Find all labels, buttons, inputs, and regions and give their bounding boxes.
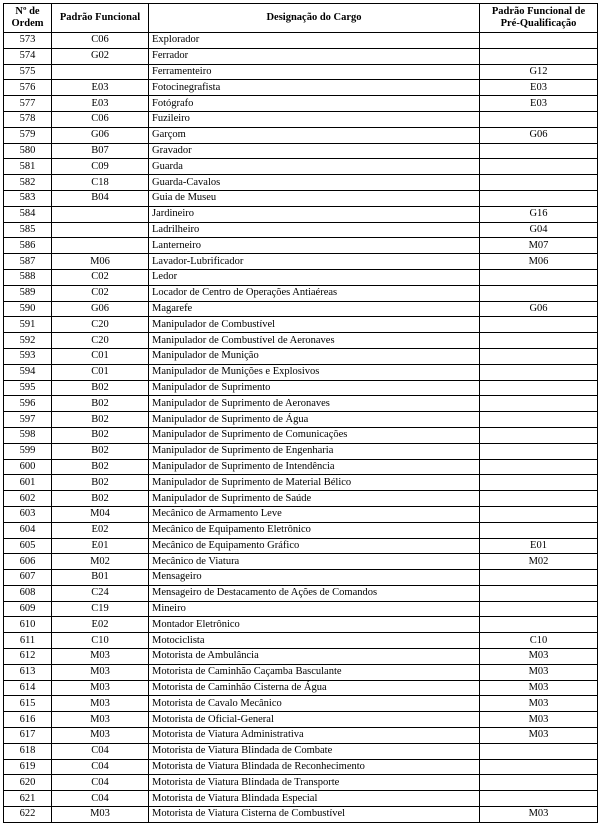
cell-pre-qualificacao [480, 522, 598, 538]
cell-ordem: 616 [4, 712, 52, 728]
table-row [4, 412, 598, 428]
cell-designacao: Motorista de Viatura Cisterna de Combustível [149, 807, 480, 823]
cell-designacao: Locador de Centro de Operações Antiaéreas [149, 285, 480, 301]
cell-ordem: 591 [4, 317, 52, 333]
cell-padrao-funcional: B02 [52, 459, 149, 475]
table-row [4, 80, 598, 96]
cell-pre-qualificacao [480, 791, 598, 807]
cell-designacao: Motorista de Viatura Blindada de Transporte [149, 775, 480, 791]
cell-pre-qualificacao [480, 443, 598, 459]
cell-pre-qualificacao [480, 759, 598, 775]
cell-designacao: Fotocinegrafista [149, 80, 480, 96]
cell-pre-qualificacao [480, 33, 598, 49]
cell-pre-qualificacao [480, 348, 598, 364]
table-row [4, 396, 598, 412]
cell-ordem: 578 [4, 111, 52, 127]
cell-ordem: 600 [4, 459, 52, 475]
table-row [4, 364, 598, 380]
cell-designacao: Manipulador de Suprimento de Saúde [149, 491, 480, 507]
table-row [4, 348, 598, 364]
cell-padrao-funcional: M06 [52, 254, 149, 270]
cell-pre-qualificacao [480, 380, 598, 396]
cell-ordem: 604 [4, 522, 52, 538]
cell-designacao: Motorista de Ambulância [149, 649, 480, 665]
cell-pre-qualificacao [480, 427, 598, 443]
cell-padrao-funcional: B04 [52, 190, 149, 206]
cell-padrao-funcional: E02 [52, 522, 149, 538]
table-body [4, 33, 598, 823]
cell-ordem: 615 [4, 696, 52, 712]
cell-pre-qualificacao [480, 617, 598, 633]
table-row [4, 538, 598, 554]
table-row [4, 601, 598, 617]
table-row [4, 96, 598, 112]
cell-designacao: Ferramenteiro [149, 64, 480, 80]
cell-ordem: 584 [4, 206, 52, 222]
cell-ordem: 579 [4, 127, 52, 143]
cell-pre-qualificacao: M03 [480, 728, 598, 744]
cell-padrao-funcional: B02 [52, 427, 149, 443]
table-row [4, 33, 598, 49]
cell-designacao: Fuzileiro [149, 111, 480, 127]
cell-padrao-funcional: B01 [52, 570, 149, 586]
table-row [4, 807, 598, 823]
table-row [4, 570, 598, 586]
cell-pre-qualificacao: M03 [480, 680, 598, 696]
table-row [4, 190, 598, 206]
cell-ordem: 620 [4, 775, 52, 791]
cell-padrao-funcional: E03 [52, 96, 149, 112]
cell-designacao: Mecânico de Armamento Leve [149, 506, 480, 522]
table-row [4, 222, 598, 238]
cell-padrao-funcional [52, 238, 149, 254]
cell-designacao: Explorador [149, 33, 480, 49]
cell-designacao: Mensageiro de Destacamento de Ações de Comandos [149, 585, 480, 601]
cell-pre-qualificacao: E03 [480, 96, 598, 112]
cell-padrao-funcional: C04 [52, 775, 149, 791]
cell-padrao-funcional: M04 [52, 506, 149, 522]
cell-padrao-funcional: B02 [52, 475, 149, 491]
cell-pre-qualificacao [480, 585, 598, 601]
cell-designacao: Guarda [149, 159, 480, 175]
cell-pre-qualificacao: M06 [480, 254, 598, 270]
cell-designacao: Gravador [149, 143, 480, 159]
cell-padrao-funcional: E02 [52, 617, 149, 633]
cell-padrao-funcional: M03 [52, 696, 149, 712]
cell-designacao: Motorista de Caminhão Caçamba Basculante [149, 664, 480, 680]
cell-padrao-funcional: C24 [52, 585, 149, 601]
cell-pre-qualificacao [480, 190, 598, 206]
header-pre-qualificacao: Padrão Funcional de Pré-Qualificação [480, 4, 598, 33]
table-row [4, 696, 598, 712]
cell-pre-qualificacao: G12 [480, 64, 598, 80]
cell-ordem: 582 [4, 175, 52, 191]
table-row [4, 743, 598, 759]
cell-designacao: Motorista de Viatura Administrativa [149, 728, 480, 744]
cell-designacao: Manipulador de Suprimento de Intendência [149, 459, 480, 475]
table-row [4, 301, 598, 317]
document-page [3, 3, 598, 823]
table-row [4, 664, 598, 680]
cell-designacao: Motorista de Viatura Blindada de Combate [149, 743, 480, 759]
cell-pre-qualificacao: E01 [480, 538, 598, 554]
cell-designacao: Manipulador de Combustível de Aeronaves [149, 333, 480, 349]
cell-pre-qualificacao [480, 285, 598, 301]
cell-ordem: 617 [4, 728, 52, 744]
cell-designacao: Motorista de Viatura Blindada de Reconhecimento [149, 759, 480, 775]
cell-ordem: 609 [4, 601, 52, 617]
cell-padrao-funcional: C19 [52, 601, 149, 617]
table-row [4, 680, 598, 696]
cell-designacao: Manipulador de Suprimento de Material Bélico [149, 475, 480, 491]
header-ordem: Nº de Ordem [4, 4, 52, 33]
cell-padrao-funcional: E03 [52, 80, 149, 96]
cargo-table [3, 3, 598, 823]
cell-designacao: Manipulador de Suprimento [149, 380, 480, 396]
cell-padrao-funcional [52, 64, 149, 80]
cell-ordem: 621 [4, 791, 52, 807]
table-header-row [4, 4, 598, 33]
cell-ordem: 611 [4, 633, 52, 649]
cell-pre-qualificacao [480, 111, 598, 127]
cell-designacao: Mensageiro [149, 570, 480, 586]
cell-ordem: 580 [4, 143, 52, 159]
cell-padrao-funcional: C20 [52, 333, 149, 349]
table-row [4, 175, 598, 191]
cell-padrao-funcional: B02 [52, 491, 149, 507]
cell-padrao-funcional: C20 [52, 317, 149, 333]
cell-ordem: 610 [4, 617, 52, 633]
cell-designacao: Manipulador de Munição [149, 348, 480, 364]
cell-pre-qualificacao: M03 [480, 696, 598, 712]
cell-pre-qualificacao [480, 48, 598, 64]
cell-ordem: 605 [4, 538, 52, 554]
cell-pre-qualificacao [480, 175, 598, 191]
cell-designacao: Mecânico de Equipamento Eletrônico [149, 522, 480, 538]
cell-designacao: Guia de Museu [149, 190, 480, 206]
cell-ordem: 608 [4, 585, 52, 601]
cell-ordem: 585 [4, 222, 52, 238]
cell-pre-qualificacao: M07 [480, 238, 598, 254]
table-row [4, 285, 598, 301]
cell-ordem: 622 [4, 807, 52, 823]
cell-ordem: 589 [4, 285, 52, 301]
table-row [4, 728, 598, 744]
cell-pre-qualificacao: M03 [480, 664, 598, 680]
cell-padrao-funcional: M03 [52, 664, 149, 680]
cell-ordem: 586 [4, 238, 52, 254]
cell-padrao-funcional: C10 [52, 633, 149, 649]
table-row [4, 506, 598, 522]
cell-padrao-funcional: M03 [52, 680, 149, 696]
cell-padrao-funcional: G06 [52, 127, 149, 143]
cell-ordem: 596 [4, 396, 52, 412]
cell-ordem: 573 [4, 33, 52, 49]
cell-designacao: Magarefe [149, 301, 480, 317]
table-row [4, 427, 598, 443]
cell-pre-qualificacao [480, 775, 598, 791]
cell-pre-qualificacao [480, 396, 598, 412]
cell-padrao-funcional: B02 [52, 380, 149, 396]
table-row [4, 317, 598, 333]
cell-pre-qualificacao: M03 [480, 649, 598, 665]
cell-ordem: 597 [4, 412, 52, 428]
cell-designacao: Fotógrafo [149, 96, 480, 112]
cell-padrao-funcional [52, 206, 149, 222]
cell-padrao-funcional: M03 [52, 728, 149, 744]
cell-pre-qualificacao [480, 459, 598, 475]
cell-pre-qualificacao: E03 [480, 80, 598, 96]
table-row [4, 585, 598, 601]
cell-ordem: 594 [4, 364, 52, 380]
cell-padrao-funcional: M02 [52, 554, 149, 570]
header-padrao-funcional: Padrão Funcional [52, 4, 149, 33]
cell-ordem: 583 [4, 190, 52, 206]
cell-designacao: Manipulador de Suprimento de Engenharia [149, 443, 480, 459]
cell-ordem: 575 [4, 64, 52, 80]
table-row [4, 64, 598, 80]
table-row [4, 269, 598, 285]
table-row [4, 143, 598, 159]
cell-ordem: 598 [4, 427, 52, 443]
cell-ordem: 612 [4, 649, 52, 665]
cell-padrao-funcional: M03 [52, 712, 149, 728]
cell-padrao-funcional: C01 [52, 348, 149, 364]
cell-ordem: 613 [4, 664, 52, 680]
cell-designacao: Mecânico de Equipamento Gráfico [149, 538, 480, 554]
cell-designacao: Ferrador [149, 48, 480, 64]
cell-padrao-funcional: M03 [52, 649, 149, 665]
cell-padrao-funcional: C04 [52, 743, 149, 759]
cell-designacao: Motorista de Cavalo Mecânico [149, 696, 480, 712]
table-row [4, 649, 598, 665]
cell-pre-qualificacao [480, 475, 598, 491]
cell-ordem: 619 [4, 759, 52, 775]
cell-pre-qualificacao [480, 506, 598, 522]
table-row [4, 443, 598, 459]
table-row [4, 759, 598, 775]
table-row [4, 633, 598, 649]
cell-padrao-funcional [52, 222, 149, 238]
cell-pre-qualificacao [480, 333, 598, 349]
table-row [4, 48, 598, 64]
cell-designacao: Garçom [149, 127, 480, 143]
table-row [4, 522, 598, 538]
cell-ordem: 588 [4, 269, 52, 285]
table-row [4, 333, 598, 349]
cell-padrao-funcional: B02 [52, 412, 149, 428]
cell-designacao: Mecânico de Viatura [149, 554, 480, 570]
cell-pre-qualificacao [480, 601, 598, 617]
table-row [4, 459, 598, 475]
cell-ordem: 607 [4, 570, 52, 586]
cell-pre-qualificacao [480, 159, 598, 175]
cell-padrao-funcional: G06 [52, 301, 149, 317]
cell-pre-qualificacao [480, 364, 598, 380]
cell-designacao: Lanterneiro [149, 238, 480, 254]
cell-pre-qualificacao: G06 [480, 301, 598, 317]
cell-ordem: 581 [4, 159, 52, 175]
cell-ordem: 606 [4, 554, 52, 570]
cell-pre-qualificacao: G04 [480, 222, 598, 238]
cell-designacao: Montador Eletrônico [149, 617, 480, 633]
table-row [4, 475, 598, 491]
table-row [4, 554, 598, 570]
cell-pre-qualificacao [480, 570, 598, 586]
cell-designacao: Motorista de Oficial-General [149, 712, 480, 728]
cell-ordem: 574 [4, 48, 52, 64]
cell-padrao-funcional: G02 [52, 48, 149, 64]
cell-padrao-funcional: C09 [52, 159, 149, 175]
cell-ordem: 587 [4, 254, 52, 270]
cell-padrao-funcional: C06 [52, 33, 149, 49]
table-row [4, 127, 598, 143]
cell-designacao: Mineiro [149, 601, 480, 617]
cell-pre-qualificacao: M03 [480, 807, 598, 823]
cell-padrao-funcional: B02 [52, 443, 149, 459]
cell-pre-qualificacao [480, 143, 598, 159]
cell-designacao: Lavador-Lubrificador [149, 254, 480, 270]
cell-padrao-funcional: C02 [52, 285, 149, 301]
cell-ordem: 590 [4, 301, 52, 317]
cell-designacao: Manipulador de Combustível [149, 317, 480, 333]
cell-ordem: 595 [4, 380, 52, 396]
cell-padrao-funcional: B02 [52, 396, 149, 412]
cell-ordem: 576 [4, 80, 52, 96]
cell-pre-qualificacao [480, 412, 598, 428]
cell-ordem: 603 [4, 506, 52, 522]
table-row [4, 791, 598, 807]
cell-padrao-funcional: E01 [52, 538, 149, 554]
table-row [4, 712, 598, 728]
cell-ordem: 614 [4, 680, 52, 696]
table-row [4, 206, 598, 222]
cell-pre-qualificacao: M02 [480, 554, 598, 570]
cell-padrao-funcional: C18 [52, 175, 149, 191]
cell-pre-qualificacao [480, 269, 598, 285]
table-row [4, 380, 598, 396]
cell-ordem: 577 [4, 96, 52, 112]
cell-designacao: Guarda-Cavalos [149, 175, 480, 191]
table-row [4, 159, 598, 175]
cell-padrao-funcional: M03 [52, 807, 149, 823]
cell-pre-qualificacao [480, 743, 598, 759]
cell-padrao-funcional: C04 [52, 791, 149, 807]
cell-padrao-funcional: C04 [52, 759, 149, 775]
cell-ordem: 592 [4, 333, 52, 349]
cell-designacao: Manipulador de Suprimento de Comunicações [149, 427, 480, 443]
table-row [4, 775, 598, 791]
cell-ordem: 618 [4, 743, 52, 759]
cell-ordem: 593 [4, 348, 52, 364]
table-row [4, 111, 598, 127]
cell-pre-qualificacao [480, 317, 598, 333]
header-designacao: Designação do Cargo [149, 4, 480, 33]
table-row [4, 254, 598, 270]
cell-designacao: Ladrilheiro [149, 222, 480, 238]
cell-designacao: Motorista de Caminhão Cisterna de Água [149, 680, 480, 696]
cell-ordem: 601 [4, 475, 52, 491]
cell-pre-qualificacao: C10 [480, 633, 598, 649]
table-row [4, 491, 598, 507]
cell-pre-qualificacao: M03 [480, 712, 598, 728]
table-row [4, 617, 598, 633]
cell-designacao: Manipulador de Munições e Explosivos [149, 364, 480, 380]
cell-ordem: 599 [4, 443, 52, 459]
cell-ordem: 602 [4, 491, 52, 507]
cell-padrao-funcional: C01 [52, 364, 149, 380]
cell-padrao-funcional: C02 [52, 269, 149, 285]
table-row [4, 238, 598, 254]
cell-pre-qualificacao: G06 [480, 127, 598, 143]
cell-padrao-funcional: C06 [52, 111, 149, 127]
cell-designacao: Manipulador de Suprimento de Água [149, 412, 480, 428]
cell-designacao: Jardineiro [149, 206, 480, 222]
cell-padrao-funcional: B07 [52, 143, 149, 159]
cell-pre-qualificacao: G16 [480, 206, 598, 222]
cell-designacao: Ledor [149, 269, 480, 285]
cell-designacao: Motociclista [149, 633, 480, 649]
cell-pre-qualificacao [480, 491, 598, 507]
cell-designacao: Manipulador de Suprimento de Aeronaves [149, 396, 480, 412]
cell-designacao: Motorista de Viatura Blindada Especial [149, 791, 480, 807]
